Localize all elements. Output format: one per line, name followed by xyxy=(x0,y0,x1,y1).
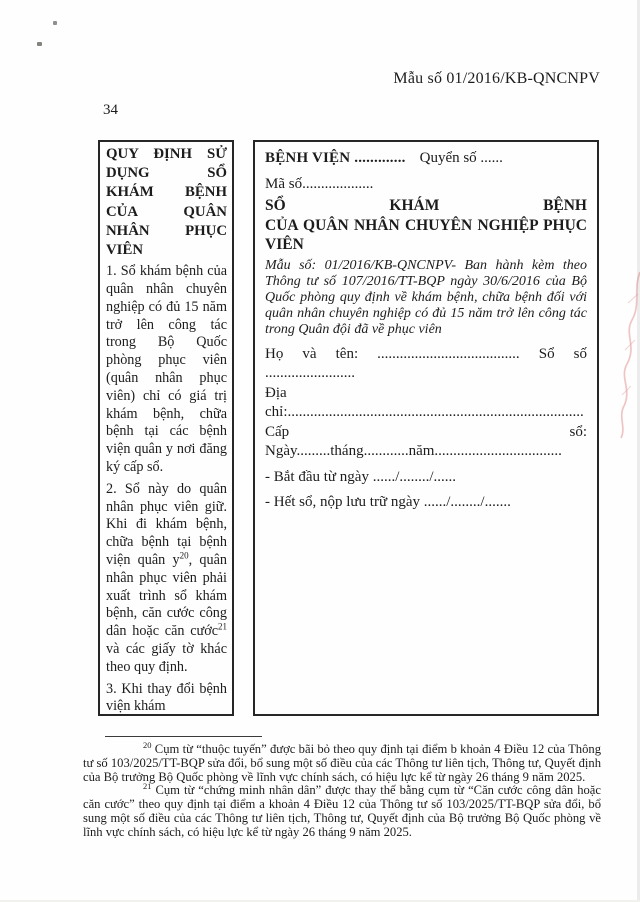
usage-rules-box xyxy=(98,140,234,716)
health-book-cover-box xyxy=(253,140,599,716)
footnote-separator xyxy=(105,736,262,737)
field-issue-label: Cấp sổ: xyxy=(265,423,587,440)
field-full-name-dots: ........................ xyxy=(265,365,355,382)
red-ink-margin-annotation xyxy=(609,266,640,444)
usage-rules-title xyxy=(106,145,227,260)
book-title-line: CỦA QUÂN NHÂN CHUYÊN NGHIỆP PHỤC xyxy=(265,216,587,234)
rule-2-text: , quân nhân phục viên phải xuất trình sổ khám bệnh, căn cước công dân hoặc căn cước xyxy=(106,551,227,640)
title-line: DỤNG SỔ xyxy=(106,165,227,182)
footnote-21 xyxy=(83,781,601,839)
footnotes xyxy=(83,739,601,840)
footnote-ref-21: 21 xyxy=(218,621,227,632)
scan-speck xyxy=(37,42,42,46)
title-line: KHÁM BỆNH xyxy=(106,184,227,201)
title-line: NHÂN PHỤC xyxy=(106,222,227,239)
field-issue-date: Ngày.........tháng............năm.................................. xyxy=(265,443,562,460)
field-address-label: Địa xyxy=(265,384,287,401)
field-end-date: - Hết sổ, nộp lưu trữ ngày ....../......../....... xyxy=(265,494,511,511)
footnote-20 xyxy=(83,739,601,784)
field-address-dots: chỉ:............................................................................... xyxy=(265,404,584,421)
footnote-ref-20: 20 xyxy=(179,550,189,561)
book-title-line: SỔ KHÁM BỆNH xyxy=(265,197,587,214)
footnote-20-marker: 20 xyxy=(143,739,152,750)
hospital-line xyxy=(265,149,587,169)
volume-number-label: Quyển số ...... xyxy=(419,150,503,166)
book-title-line: VIÊN xyxy=(265,236,304,253)
scan-speck xyxy=(53,21,57,25)
page-number: 34 xyxy=(103,102,118,118)
field-start-date: - Bắt đầu từ ngày ....../......../...... xyxy=(265,468,457,485)
field-full-name: Họ và tên: ...................................... Sổ số xyxy=(265,345,587,362)
rule-2-text: 2. Sổ này do quân nhân phục viên giữ. Khi đi khám bệnh, chữa bệnh tại bệnh viện quân y xyxy=(106,480,227,568)
hospital-label: BỆNH VIỆN ............. xyxy=(265,150,406,166)
footnote-20-text: Cụm từ “thuộc tuyến” được bãi bỏ theo quy định tại điểm b khoản 4 Điều 12 của Thông tư số 103/2025/TT-BQP sửa đổi, bổ sung một số điều của các Thông tư liên tịch, Thông tư, Quyết định của Bộ trưởng Bộ Quốc phòng về lĩnh vực chính sách, có hiệu lực kể từ ngày 26 tháng 9 năm 2025. xyxy=(83,742,601,784)
issuance-note: Mẫu số: 01/2016/KB-QNCNPV- Ban hành kèm theo Thông tư số 107/2016/TT-BQP ngày 30/6/2016 của Bộ Quốc phòng quy định về khám bệnh, chữa bệnh đối với quân nhân chuyên nghiệp có đủ 15 năm trở lên công tác trong Quân đội đã về phục viên xyxy=(265,257,587,338)
footnote-21-text: Cụm từ “chứng minh nhân dân” được thay thế bằng cụm từ “Căn cước công dân hoặc căn cước” theo quy định tại điểm a khoản 4 Điều 12 của Thông tư số 103/2025/TT-BQP sửa đổi, bổ sung một số điều của các Thông tư liên tịch, Thông tư, Quyết định của Bộ trưởng Bộ Quốc phòng về lĩnh vực chính sách, có hiệu lực kể từ ngày 26 tháng 9 năm 2025. xyxy=(83,783,601,839)
title-line: QUY ĐỊNH SỬ xyxy=(106,146,227,162)
title-line: CỦA QUÂN xyxy=(106,203,227,220)
rule-paragraph-2 xyxy=(106,481,227,677)
form-code-header: Mẫu số 01/2016/KB-QNCNPV xyxy=(393,70,600,87)
rule-2-text: và các giấy tờ khác theo quy định. xyxy=(106,640,227,675)
title-line: VIÊN xyxy=(106,242,143,259)
rule-paragraph-1: 1. Sổ khám bệnh của quân nhân chuyên nghiệp có đủ 15 năm trở lên công tác trong Bộ Quốc phòng phục viên (quân nhân phục viên) chỉ có giá trị khám bệnh, chữa bệnh tại các bệnh viện quân y nơi đăng ký cấp sổ. xyxy=(106,263,227,475)
code-number-line: Mã số................... xyxy=(265,175,374,192)
book-title xyxy=(265,196,587,255)
footnote-21-marker: 21 xyxy=(143,781,152,792)
rule-paragraph-3: 3. Khi thay đổi bệnh viện khám xyxy=(106,680,227,715)
